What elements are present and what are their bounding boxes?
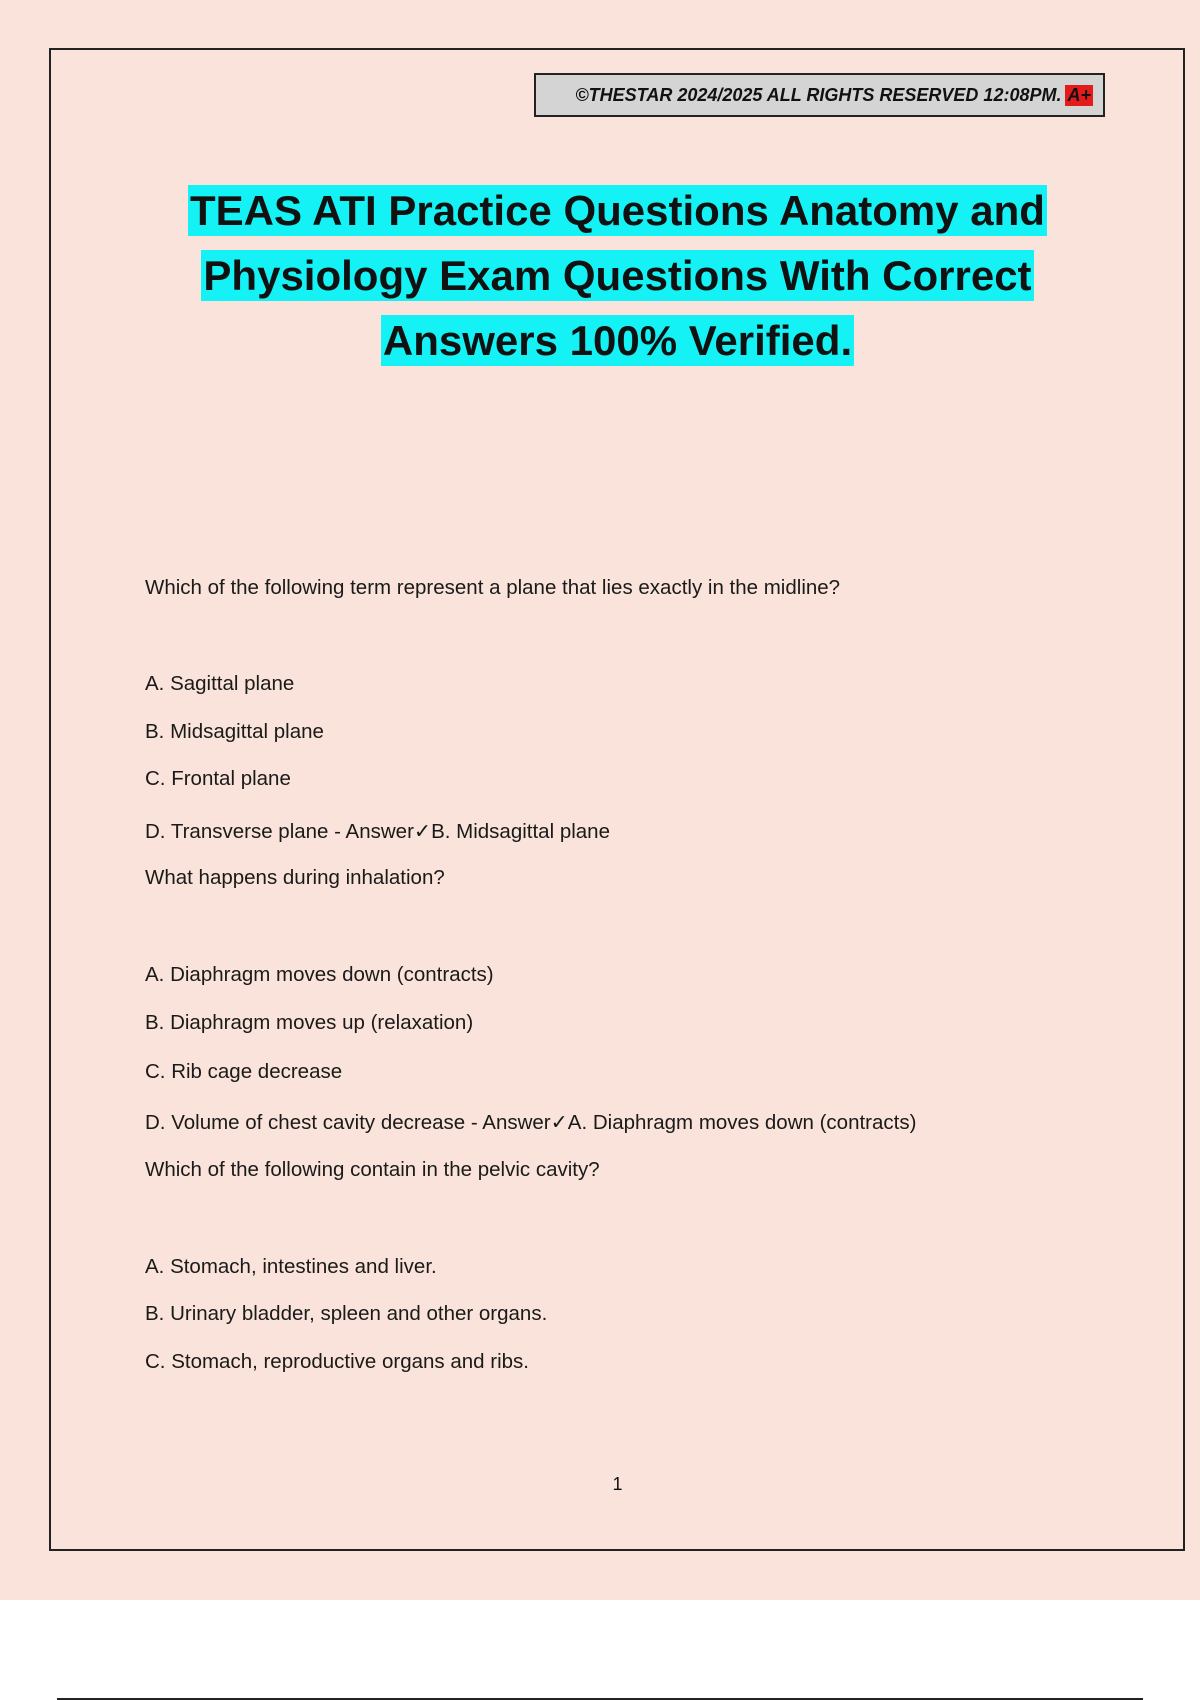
q3-option-b: B. Urinary bladder, spleen and other organs. — [145, 1302, 548, 1325]
copyright-text: ©THESTAR 2024/2025 ALL RIGHTS RESERVED 12:08PM. — [575, 84, 1062, 105]
q1-option-a: A. Sagittal plane — [145, 672, 295, 695]
page-number: 1 — [612, 1474, 623, 1494]
title-line-1: TEAS ATI Practice Questions Anatomy and — [190, 187, 1045, 234]
q2-option-a: A. Diaphragm moves down (contracts) — [145, 963, 494, 986]
q1-option-b: B. Midsagittal plane — [145, 720, 324, 743]
grade-badge: A+ — [1067, 84, 1091, 105]
title-line-3: Answers 100% Verified. — [382, 317, 853, 364]
question-2: What happens during inhalation? — [145, 866, 445, 889]
q3-option-a: A. Stomach, intestines and liver. — [145, 1255, 437, 1278]
q1-option-d-answer: D. Transverse plane - Answer✓B. Midsagittal plane — [145, 820, 610, 843]
q2-option-d-answer: D. Volume of chest cavity decrease - Answer✓A. Diaphragm moves down (contracts) — [145, 1111, 917, 1134]
question-3: Which of the following contain in the pelvic cavity? — [145, 1158, 600, 1181]
title-line-2: Physiology Exam Questions With Correct — [203, 252, 1032, 299]
q1-option-c: C. Frontal plane — [145, 767, 291, 790]
copyright-header — [534, 73, 1105, 117]
q3-option-c: C. Stomach, reproductive organs and ribs. — [145, 1350, 529, 1373]
q2-option-b: B. Diaphragm moves up (relaxation) — [145, 1011, 474, 1034]
document-title — [130, 178, 1105, 373]
question-1: Which of the following term represent a plane that lies exactly in the midline? — [145, 576, 841, 599]
q2-option-c: C. Rib cage decrease — [145, 1060, 343, 1083]
